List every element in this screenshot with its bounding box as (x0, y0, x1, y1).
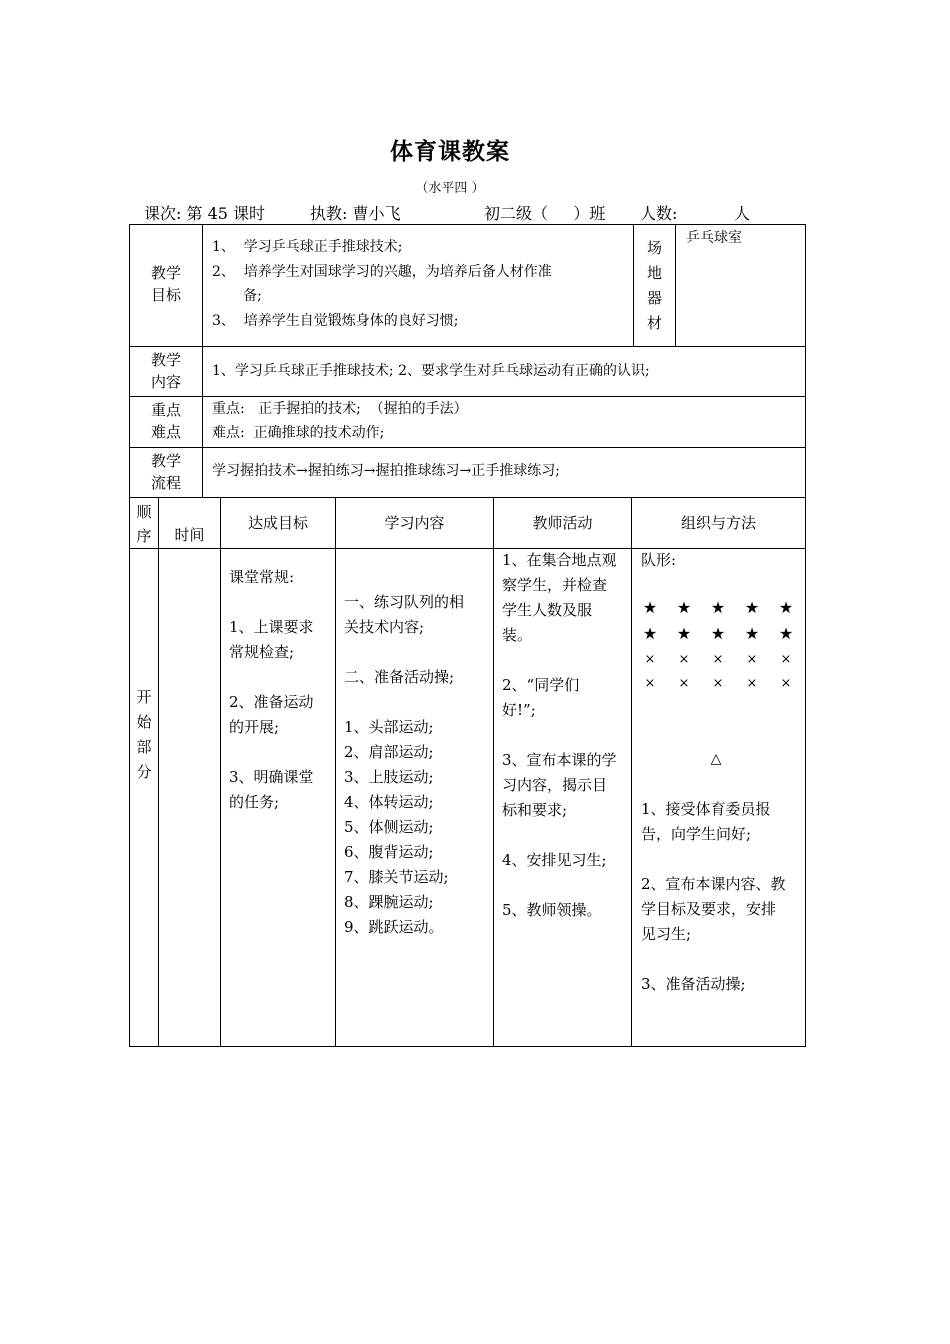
header-organization: 组织与方法 (680, 514, 756, 532)
student-star: ★ (744, 598, 760, 617)
student-star: ★ (676, 624, 692, 643)
keypoints-text: 重点: 正手握拍的技术; （握拍的手法） 难点: 正确推球的技术动作; (212, 401, 468, 441)
student-star: ★ (642, 624, 658, 643)
col-divider (335, 497, 336, 1046)
header-study: 学习内容 (384, 514, 445, 532)
page-subtitle: （水平四 ） (415, 181, 485, 196)
student-cross: × (644, 676, 656, 691)
lesson-number: 课次: 第 45 课时 (144, 204, 266, 223)
row-divider (129, 346, 806, 347)
header-goal: 达成目标 (247, 514, 308, 532)
student-cross: × (780, 676, 792, 691)
student-star: ★ (676, 598, 692, 617)
col-divider (202, 224, 203, 497)
col-divider (493, 497, 494, 1046)
flow-label: 教学 流程 (150, 452, 181, 492)
student-cross: × (780, 652, 792, 667)
goals-list: 课堂常规: 1、上课要求 常规检查; 2、准备运动 的开展; 3、明确课堂 的任务; (229, 568, 314, 811)
page-title: 体育课教案 (390, 138, 510, 165)
student-star: ★ (710, 598, 726, 617)
header-time: 时间 (174, 526, 205, 544)
table-border-left (129, 224, 130, 1047)
formation-diagram (640, 598, 800, 698)
row-divider (129, 447, 806, 448)
student-count-unit: 人 (734, 204, 751, 223)
student-cross: × (644, 652, 656, 667)
student-star: ★ (778, 598, 794, 617)
student-star: ★ (744, 624, 760, 643)
objectives-label: 教学 目标 (150, 264, 181, 304)
class-name: 初二级（ ）班 (484, 204, 606, 223)
student-star: ★ (710, 624, 726, 643)
table-border-top (129, 224, 806, 225)
header-order: 顺 序 (136, 503, 152, 545)
teacher-name: 执教: 曹小飞 (310, 204, 401, 223)
student-cross: × (678, 652, 690, 667)
student-star: ★ (778, 624, 794, 643)
table-border-right (805, 224, 806, 1047)
row-divider (129, 497, 806, 498)
table-border-bottom (129, 1046, 806, 1047)
content-text: 1、学习乒乓球正手推球技术; 2、要求学生对乒乓球运动有正确的认识; (212, 363, 650, 379)
formation-label: 队形: (641, 551, 677, 569)
teacher-activity-list: 1、在集合地点观 察学生，并检查 学生人数及服 装。 2、“同学们 好!”; 3、宣布本课的学 习内容，揭示目 标和要求; 4、安排见习生; 5、教师领操。 (502, 551, 617, 919)
objectives-text: 1、 学习乒乓球正手推球技术; 2、 培养学生对国球学习的兴趣，为培养后备人材作准 备; 3、 培养学生自觉锻炼身体的良好习惯; (212, 239, 552, 329)
student-cross: × (746, 652, 758, 667)
content-label: 教学 内容 (150, 351, 181, 391)
student-star: ★ (642, 598, 658, 617)
venue-value: 乒乓球室 (686, 230, 742, 246)
teacher-position-triangle: △ (710, 751, 722, 767)
student-cross: × (712, 676, 724, 691)
student-cross: × (678, 676, 690, 691)
venue-label: 场 地 器 材 (646, 239, 662, 332)
flow-text: 学习握拍技术→握拍练习→握拍推球练习→正手推球练习; (212, 463, 560, 479)
student-cross: × (712, 652, 724, 667)
study-content-list: 一、练习队列的相 关技术内容; 二、准备活动操; 1、头部运动; 2、肩部运动; 3、上肢运动; 4、体转运动; 5、体侧运动; 6、腹背运动; 7、膝关节运动; 8、踝腕运动; 9、跳跃运动。 (344, 593, 465, 936)
header-teacher-activity: 教师活动 (532, 514, 593, 532)
organization-methods: 1、接受体育委员报 告，向学生问好; 2、宣布本课内容、教 学目标及要求，安排 见习生; 3、准备活动操; (641, 800, 786, 993)
student-cross: × (746, 676, 758, 691)
col-divider (220, 497, 221, 1046)
part-label: 开 始 部 分 (136, 688, 152, 781)
col-divider (675, 224, 676, 346)
keypoints-label: 重点 难点 (150, 401, 181, 441)
col-divider (631, 497, 632, 1046)
student-count-label: 人数: (640, 204, 678, 223)
col-divider (158, 497, 159, 1046)
